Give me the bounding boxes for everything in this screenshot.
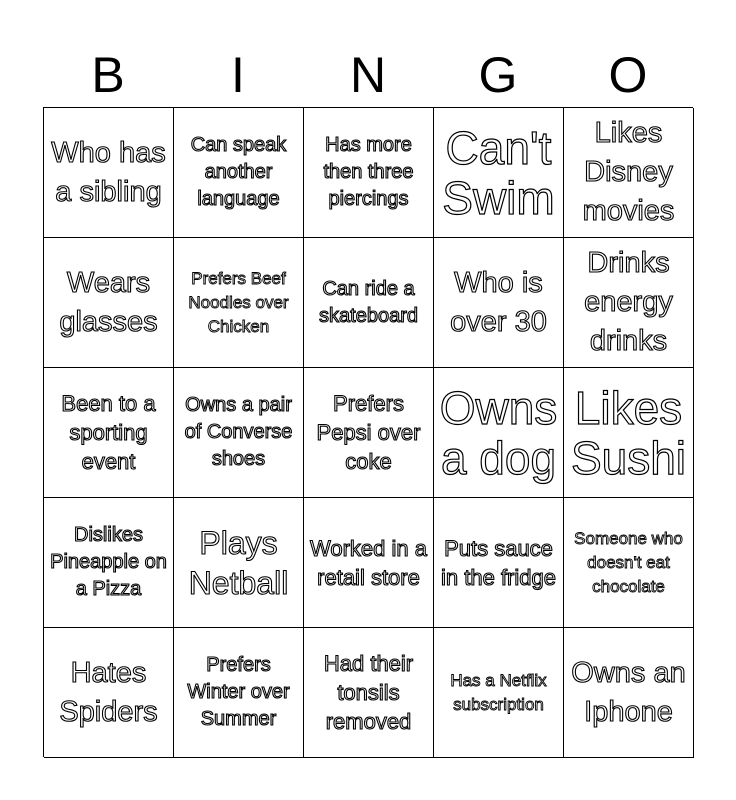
bingo-cell-r3-c2[interactable] xyxy=(174,368,304,498)
cell-text: Can't Swim xyxy=(442,121,555,224)
bingo-board xyxy=(43,107,693,757)
bingo-cell-r5-c1[interactable] xyxy=(44,628,174,758)
cell-text: Owns a dog xyxy=(439,381,558,484)
bingo-cell-r3-c1[interactable] xyxy=(44,368,174,498)
cell-text: Can speak another language xyxy=(190,134,287,210)
header-letter-i: I xyxy=(231,47,245,103)
cell-text: Been to a sporting event xyxy=(61,391,156,474)
cell-text: Wears glasses xyxy=(59,266,158,338)
cell-text: Someone who doesn't eat chocolate xyxy=(574,528,683,596)
bingo-cell-r1-c1[interactable] xyxy=(44,108,174,238)
bingo-cell-r5-c2[interactable] xyxy=(174,628,304,758)
bingo-cell-r4-c2[interactable] xyxy=(174,498,304,628)
cell-text: Owns a pair of Converse shoes xyxy=(184,394,293,470)
header-letter-n: N xyxy=(349,47,387,103)
cell-text: Dislikes Pineapple on a Pizza xyxy=(50,524,167,600)
cell-text: Had their tonsils removed xyxy=(323,651,414,734)
header-letter-g: G xyxy=(478,47,518,103)
cell-text: Who has a sibling xyxy=(51,136,166,208)
cell-text: Puts sauce in the fridge xyxy=(441,535,556,590)
bingo-cell-r4-c1[interactable] xyxy=(44,498,174,628)
bingo-cell-r2-c5[interactable] xyxy=(564,238,694,368)
bingo-cell-r1-c4[interactable] xyxy=(434,108,564,238)
cell-text: Likes Sushi xyxy=(570,381,687,484)
bingo-cell-r1-c3[interactable] xyxy=(304,108,434,238)
cell-text: Prefers Winter over Summer xyxy=(187,654,290,730)
cell-text: Likes Disney movies xyxy=(582,117,675,227)
header-letter-o: O xyxy=(608,47,648,103)
bingo-header xyxy=(43,44,693,106)
cell-text: Prefers Beef Noodles over Chicken xyxy=(188,268,289,336)
bingo-cell-r2-c4[interactable] xyxy=(434,238,564,368)
cell-text: Owns an Iphone xyxy=(571,656,686,728)
cell-text: Hates Spiders xyxy=(59,656,158,728)
cell-text: Has a Netflix subscription xyxy=(450,670,547,714)
bingo-cell-r5-c4[interactable] xyxy=(434,628,564,758)
bingo-cell-r3-c5[interactable] xyxy=(564,368,694,498)
cell-text: Can ride a skateboard xyxy=(319,277,418,327)
cell-text: Plays Netball xyxy=(188,524,289,601)
cell-text: Who is over 30 xyxy=(450,266,547,338)
bingo-cell-r5-c3[interactable] xyxy=(304,628,434,758)
bingo-cell-r2-c2[interactable] xyxy=(174,238,304,368)
bingo-cell-r4-c5[interactable] xyxy=(564,498,694,628)
bingo-cell-r2-c3[interactable] xyxy=(304,238,434,368)
bingo-cell-r1-c5[interactable] xyxy=(564,108,694,238)
bingo-cell-r5-c5[interactable] xyxy=(564,628,694,758)
bingo-cell-r2-c1[interactable] xyxy=(44,238,174,368)
cell-text: Worked in a retail store xyxy=(310,535,427,590)
cell-text: Drinks energy drinks xyxy=(584,247,673,357)
header-letter-b: B xyxy=(91,47,125,103)
cell-text: Has more then three piercings xyxy=(323,134,414,210)
bingo-cell-r3-c3[interactable] xyxy=(304,368,434,498)
cell-text: Prefers Pepsi over coke xyxy=(316,391,421,474)
bingo-cell-r4-c3[interactable] xyxy=(304,498,434,628)
bingo-cell-r4-c4[interactable] xyxy=(434,498,564,628)
bingo-cell-r3-c4[interactable] xyxy=(434,368,564,498)
bingo-cell-r1-c2[interactable] xyxy=(174,108,304,238)
